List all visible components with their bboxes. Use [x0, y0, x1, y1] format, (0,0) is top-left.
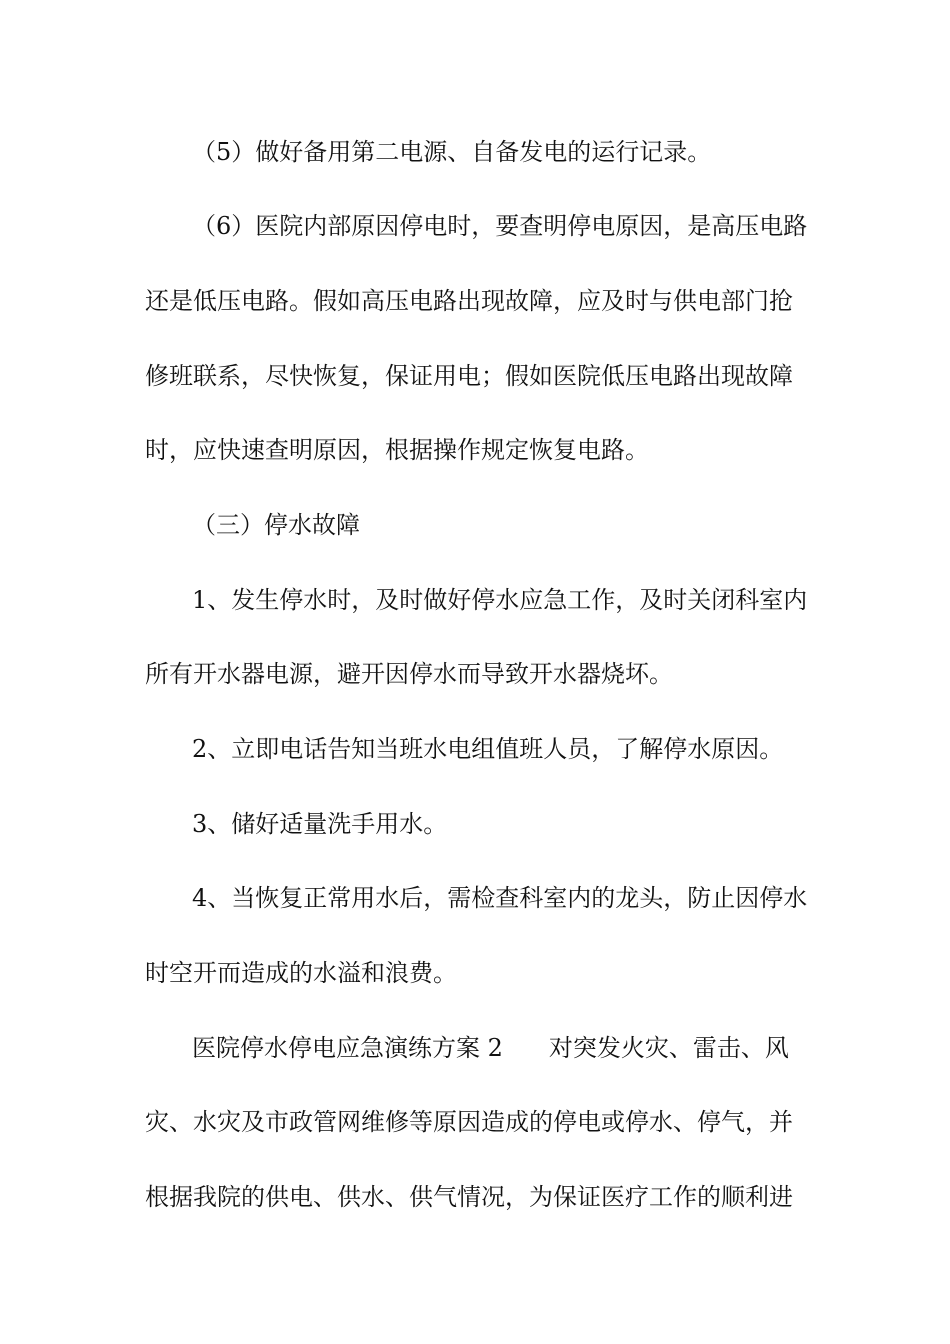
document-title: 医院停水停电应急演练方案 2: [192, 1034, 503, 1062]
paragraph-line: 灾、水灾及市政管网维修等原因造成的停电或停水、停气，并: [145, 1108, 793, 1136]
paragraph-line: 2、立即电话告知当班水电组值班人员，了解停水原因。: [192, 735, 784, 763]
paragraph-text: 对突发火灾、雷击、风: [548, 1034, 789, 1062]
paragraph-line: 根据我院的供电、供水、供气情况，为保证医疗工作的顺利进: [145, 1183, 793, 1211]
paragraph-line: （6）医院内部原因停电时，要查明停电原因，是高压电路: [192, 212, 808, 240]
paragraph-line: 时，应快速查明原因，根据操作规定恢复电路。: [145, 436, 649, 464]
paragraph-line: 修班联系，尽快恢复，保证用电；假如医院低压电路出现故障: [145, 362, 793, 390]
paragraph-line: 4、当恢复正常用水后，需检查科室内的龙头，防止因停水: [192, 884, 808, 912]
paragraph-line: 时空开而造成的水溢和浪费。: [145, 959, 457, 987]
section-heading: （三）停水故障: [192, 511, 360, 539]
paragraph-line: 还是低压电路。假如高压电路出现故障，应及时与供电部门抢: [145, 287, 793, 315]
paragraph-line: [192, 1033, 857, 1063]
paragraph-line: （5）做好备用第二电源、自备发电的运行记录。: [192, 138, 712, 166]
paragraph-line: 3、储好适量洗手用水。: [192, 810, 448, 838]
paragraph-line: 所有开水器电源，避开因停水而导致开水器烧坏。: [145, 660, 673, 688]
paragraph-line: 1、发生停水时，及时做好停水应急工作，及时关闭科室内: [192, 586, 808, 614]
